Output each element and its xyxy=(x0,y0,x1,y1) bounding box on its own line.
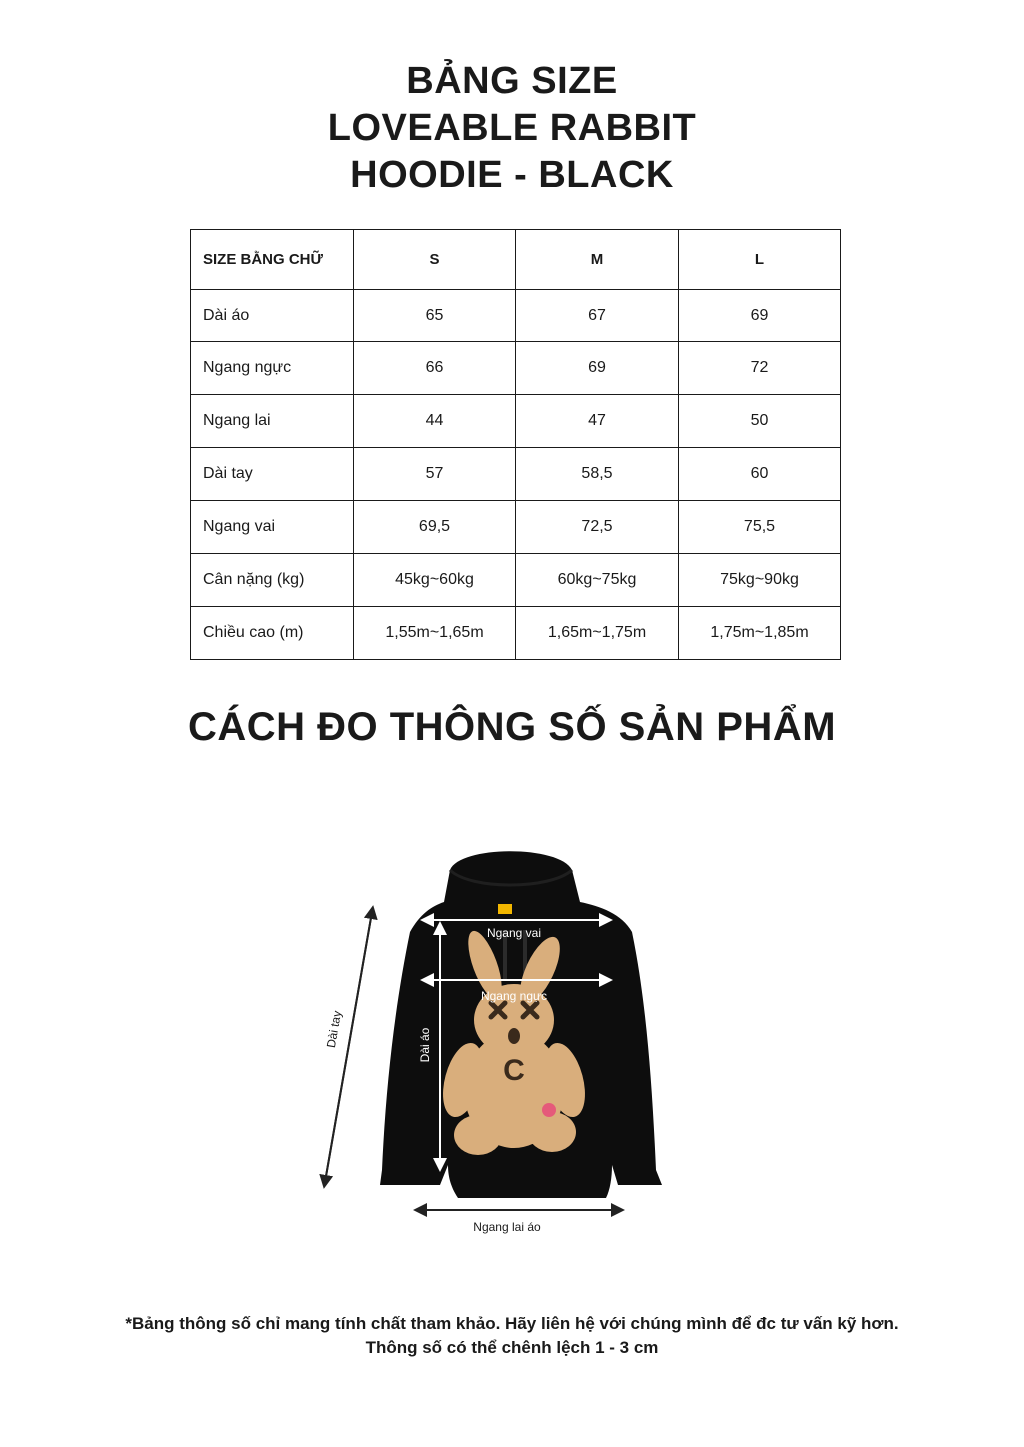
row-label: Dài tay xyxy=(191,448,354,501)
cell-m: 60kg~75kg xyxy=(516,554,679,607)
table-row xyxy=(191,607,841,660)
row-label: Cân nặng (kg) xyxy=(191,554,354,607)
label-length: Dài áo xyxy=(418,1027,432,1063)
row-label: Ngang lai xyxy=(191,395,354,448)
cell-m: 1,65m~1,75m xyxy=(516,607,679,660)
cell-s: 69,5 xyxy=(354,501,516,554)
cell-m: 67 xyxy=(516,290,679,342)
cell-l: 50 xyxy=(679,395,841,448)
cell-m: 69 xyxy=(516,342,679,395)
row-label: Chiều cao (m) xyxy=(191,607,354,660)
footnote xyxy=(0,1312,1024,1360)
cell-l: 72 xyxy=(679,342,841,395)
cell-l: 69 xyxy=(679,290,841,342)
cell-l: 75kg~90kg xyxy=(679,554,841,607)
header-cell-label: SIZE BẰNG CHỮ xyxy=(191,230,354,290)
section-title: CÁCH ĐO THÔNG SỐ SẢN PHẨM xyxy=(187,705,837,749)
title-line-3: HOODIE - BLACK xyxy=(350,154,674,196)
row-label: Dài áo xyxy=(191,290,354,342)
cell-s: 65 xyxy=(354,290,516,342)
header-cell-l: L xyxy=(679,230,841,290)
title-line-2: LOVEABLE RABBIT xyxy=(327,107,697,149)
cell-s: 1,55m~1,65m xyxy=(354,607,516,660)
table-header-row xyxy=(191,230,841,290)
table-row xyxy=(191,554,841,607)
label-hem: Ngang lai áo xyxy=(473,1220,541,1234)
row-label: Ngang ngực xyxy=(191,342,354,395)
table-row xyxy=(191,290,841,342)
cell-l: 75,5 xyxy=(679,501,841,554)
print-letter: C xyxy=(503,1054,525,1087)
label-chest: Ngang ngực xyxy=(480,989,548,1003)
cell-s: 66 xyxy=(354,342,516,395)
table-row xyxy=(191,342,841,395)
hoodie-measurement-diagram xyxy=(300,840,720,1260)
size-table xyxy=(190,229,841,660)
title-line-1: BẢNG SIZE xyxy=(406,60,618,102)
header-cell-s: S xyxy=(354,230,516,290)
hoodie-illustration xyxy=(300,840,720,1260)
cell-s: 57 xyxy=(354,448,516,501)
footnote-line-1: *Bảng thông số chỉ mang tính chất tham khảo. Hãy liên hệ với chúng mình để đc tư vấn kỹ hơn. xyxy=(125,1314,899,1333)
cell-l: 60 xyxy=(679,448,841,501)
header-cell-m: M xyxy=(516,230,679,290)
cell-l: 1,75m~1,85m xyxy=(679,607,841,660)
table-row xyxy=(191,501,841,554)
cell-m: 58,5 xyxy=(516,448,679,501)
label-tag-icon xyxy=(498,904,512,914)
label-shoulder: Ngang vai xyxy=(486,926,542,940)
table-row xyxy=(191,448,841,501)
cell-m: 47 xyxy=(516,395,679,448)
table-row xyxy=(191,395,841,448)
cell-m: 72,5 xyxy=(516,501,679,554)
cell-s: 44 xyxy=(354,395,516,448)
label-sleeve: Dài tay xyxy=(323,1009,345,1049)
footnote-line-2: Thông số có thể chênh lệch 1 - 3 cm xyxy=(365,1338,659,1357)
page-title xyxy=(0,58,1024,199)
cell-s: 45kg~60kg xyxy=(354,554,516,607)
row-label: Ngang vai xyxy=(191,501,354,554)
